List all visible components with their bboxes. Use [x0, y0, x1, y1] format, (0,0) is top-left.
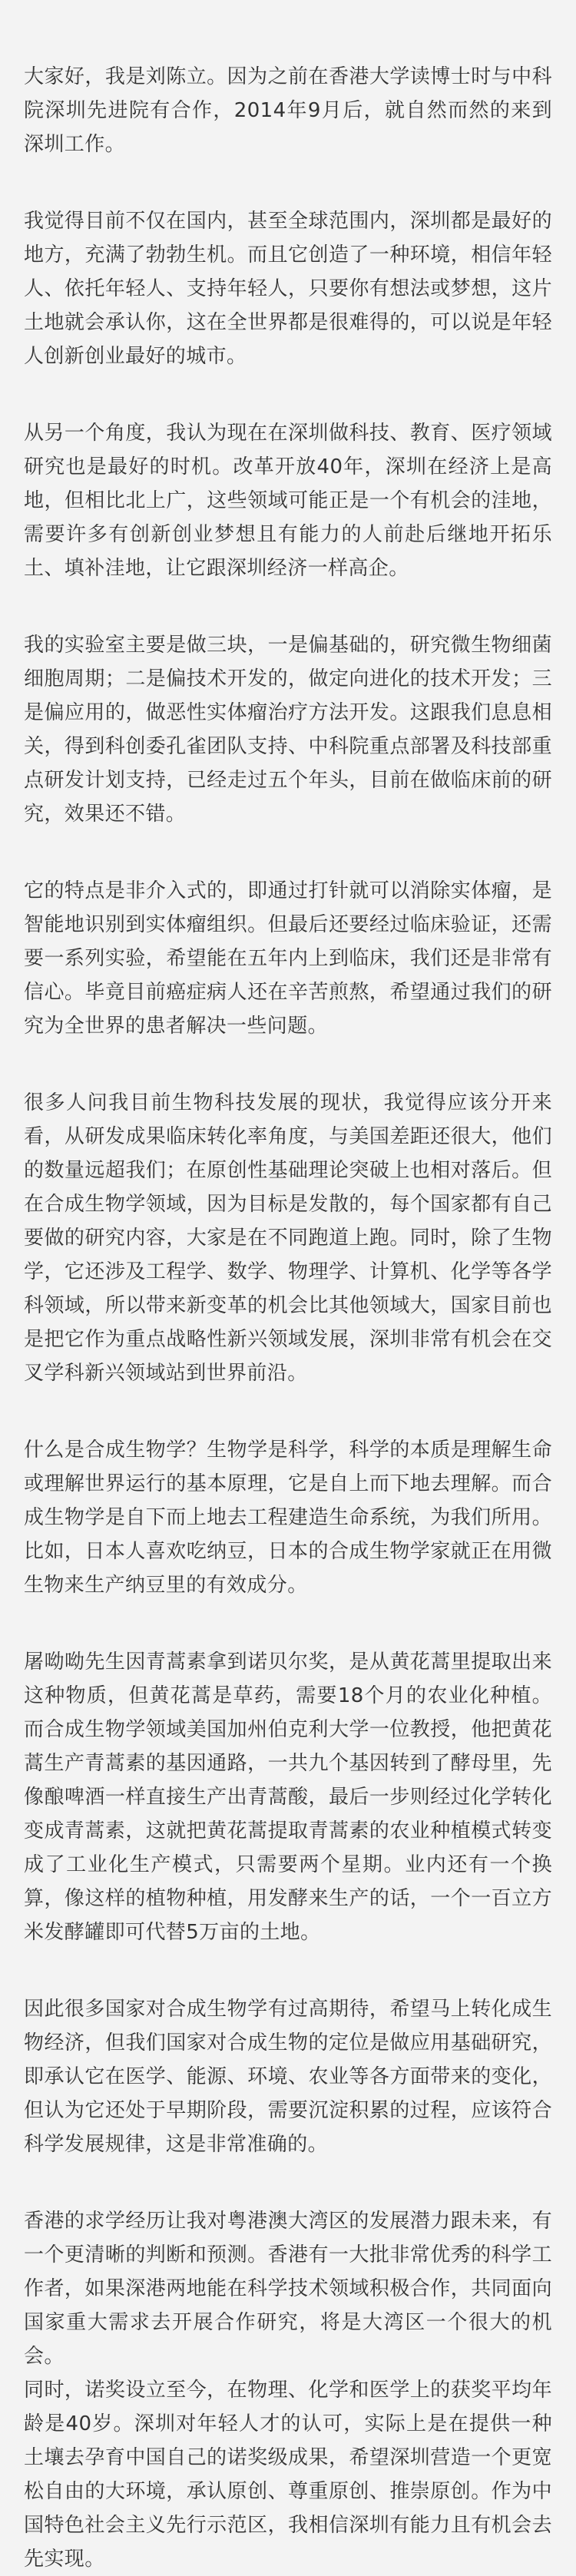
paragraph-greater-bay-area: 香港的求学经历让我对粤港澳大湾区的发展潜力跟未来，有一个更清晰的判断和预测。香港有一大批非常优秀的科学工作者，如果深港两地能在科学技术领域积极合作，共同面向国家重大需求去开展合作研究，将是大湾区一个很大的机会。 — [24, 2210, 552, 2368]
paragraph-national-positioning: 因此很多国家对合成生物学有过高期待，希望马上转化成生物经济，但我们国家对合成生物的定位是做应用基础研究，即承认它在医学、能源、环境、农业等各方面带来的变化，但认为它还处于早期阶段，需要沉淀积累的过程，应该符合科学发展规律，这是非常准确的。 — [24, 1998, 552, 2156]
paragraph-nobel-prize-outlook: 同时，诺奖设立至今，在物理、化学和医学上的获奖平均年龄是40岁。深圳对年轻人才的认可，实际上是在提供一种土壤去孕育中国自己的诺奖级成果，希望深圳营造一个更宽松自由的大环境，承认原创、尊重原创、推崇原创。作为中国特色社会主义先行示范区，我相信深圳有能力且有机会去先实现。 — [24, 2379, 552, 2571]
paragraph-lab-focus: 我的实验室主要是做三块，一是偏基础的，研究微生物细菌细胞周期；二是偏技术开发的，做定向进化的技术开发；三是偏应用的，做恶性实体瘤治疗方法开发。这跟我们息息相关，得到科创委孔雀团队支持、中科院重点部署及科技部重点研发计划支持，已经走过五个年头，目前在做临床前的研究，效果还不错。 — [24, 634, 552, 826]
paragraph-biotech-status: 很多人问我目前生物科技发展的现状，我觉得应该分开来看，从研发成果临床转化率角度，与美国差距还很大，他们的数量远超我们；在原创性基础理论突破上也相对落后。但在合成生物学领域，因为目标是发散的，每个国家都有自己要做的研究内容，大家是在不同跑道上跑。同时，除了生物学，它还涉及工程学、数学、物理学、计算机、化学等各学科领域，所以带来新变革的机会比其他领域大，国家目前也是把它作为重点战略性新兴领域发展，深圳非常有机会在交叉学科新兴领域站到世界前沿。 — [24, 1091, 552, 1385]
paragraph-tumor-therapy: 它的特点是非介入式的，即通过打针就可以消除实体瘤，是智能地识别到实体瘤组织。但最后还要经过临床验证，还需要一系列实验，希望能在五年内上到临床，我们还是非常有信心。毕竟目前癌症病人还在辛苦煎熬，希望通过我们的研究为全世界的患者解决一些问题。 — [24, 879, 552, 1038]
paragraph-intro: 大家好，我是刘陈立。因为之前在香港大学读博士时与中科院深圳先进院有合作，2014年9月后，就自然而然的来到深圳工作。 — [24, 65, 552, 156]
paragraph-shenzhen-best-place: 我觉得目前不仅在国内，甚至全球范围内，深圳都是最好的地方，充满了勃勃生机。而且它创造了一种环境，相信年轻人、依托年轻人、支持年轻人，只要你有想法或梦想，这片土地就会承认你，这在全世界都是很难得的，可以说是年轻人创新创业最好的城市。 — [24, 210, 552, 368]
paragraph-research-timing: 从另一个角度，我认为现在在深圳做科技、教育、医疗领域研究也是最好的时机。改革开放40年，深圳在经济上是高地，但相比北上广，这些领域可能正是一个有机会的洼地，需要许多有创新创业梦想且有能力的人前赴后继地开拓乐土、填补洼地，让它跟深圳经济一样高企。 — [24, 422, 552, 580]
paragraph-artemisinin-example: 屠呦呦先生因青蒿素拿到诺贝尔奖，是从黄花蒿里提取出来这种物质，但黄花蒿是草药，需要18个月的农业化种植。而合成生物学领域美国加州伯克利大学一位教授，他把黄花蒿生产青蒿素的基因通路，一共九个基因转到了酵母里，先像酿啤酒一样直接生产出青蒿酸，最后一步则经过化学转化变成青蒿素，这就把黄花蒿提取青蒿素的农业种植模式转变成了工业化生产模式，只需要两个星期。业内还有一个换算，像这样的植物种植，用发酵来生产的话，一个一百立方米发酵罐即可代替5万亩的土地。 — [24, 1651, 552, 1944]
paragraph-what-is-synthetic-biology: 什么是合成生物学？生物学是科学，科学的本质是理解生命或理解世界运行的基本原理，它是自上而下地去理解。而合成生物学是自下而上地去工程建造生命系统，为我们所用。比如，日本人喜欢吃纳豆，日本的合成生物学家就正在用微生物来生产纳豆里的有效成分。 — [24, 1439, 552, 1597]
